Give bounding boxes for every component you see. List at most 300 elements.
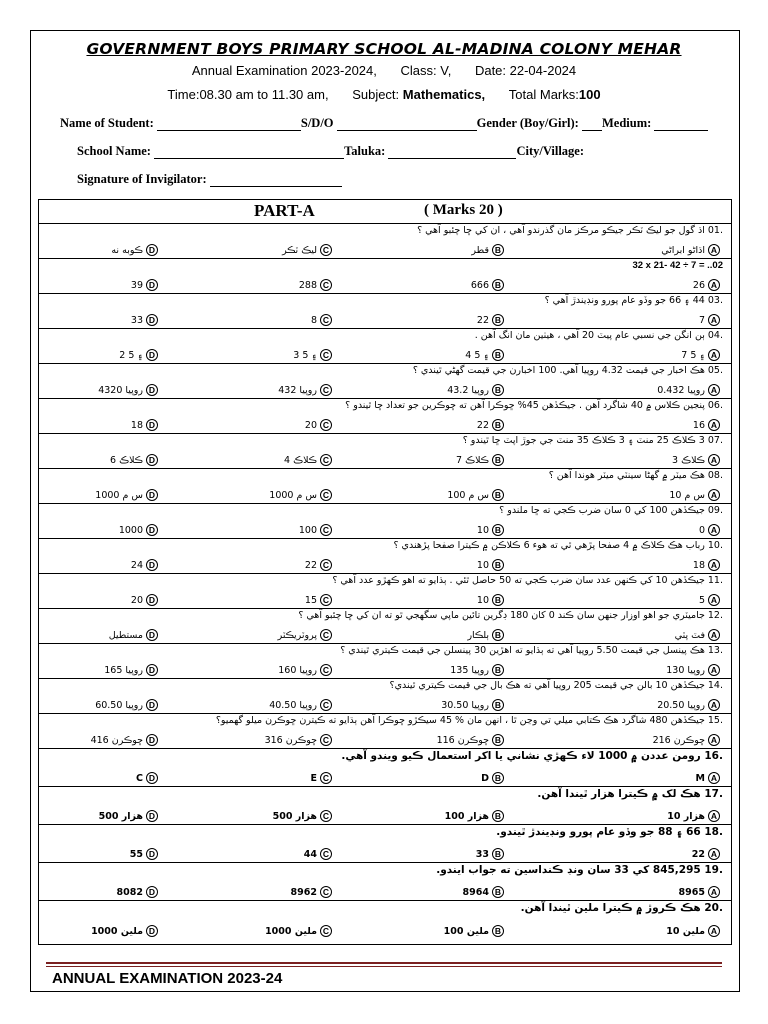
option-b[interactable] [445, 810, 507, 822]
option-b[interactable] [477, 594, 507, 606]
option-letter-circle: B [492, 559, 504, 571]
question-number: .14 [707, 680, 723, 691]
option-text: ٻلڪار [467, 629, 489, 641]
question-body: 845,295 کي 33 سان ونڊ ڪنداسين ته جواب ايندو. [436, 864, 701, 876]
question-row [39, 539, 731, 574]
option-letter-circle: D [146, 699, 158, 711]
gender-blank[interactable] [582, 118, 602, 131]
exam-date: Date: 22-04-2024 [474, 63, 577, 78]
question-text [496, 826, 723, 838]
question-text: 32 x 21- 42 ÷ 7 = ..02 [632, 260, 723, 271]
option-letter-circle: C [320, 279, 332, 291]
option-letter-circle: B [492, 244, 504, 256]
option-d[interactable] [110, 454, 161, 466]
option-b[interactable] [471, 279, 507, 291]
question-text [436, 864, 723, 876]
option-b[interactable] [437, 734, 507, 746]
option-d[interactable] [117, 886, 161, 898]
option-c[interactable] [269, 699, 335, 711]
option-text: 60.50 روپيا [95, 699, 143, 711]
option-d[interactable] [111, 244, 161, 256]
option-d[interactable] [119, 349, 161, 361]
option-a[interactable] [693, 559, 723, 571]
option-text: 44 [303, 848, 317, 860]
option-letter-circle: C [320, 848, 332, 860]
option-d[interactable] [109, 629, 161, 641]
question-number: .08 [707, 470, 723, 481]
option-letter-circle: D [146, 279, 158, 291]
option-letter-circle: A [708, 349, 720, 361]
option-text: 7 ڪلاڪ [455, 454, 489, 466]
option-text: 0.432 روپيا [657, 384, 705, 396]
option-c[interactable] [305, 594, 335, 606]
option-a[interactable] [679, 886, 723, 898]
option-text: 18 [130, 419, 143, 431]
option-letter-circle: C [320, 489, 332, 501]
option-text: 8964 [462, 886, 489, 898]
option-d[interactable] [95, 489, 161, 501]
option-letter-circle: C [320, 524, 332, 536]
option-text: 8 [310, 314, 317, 326]
option-letter-circle: A [708, 279, 720, 291]
option-letter-circle: A [708, 489, 720, 501]
option-text: D [481, 772, 489, 784]
option-text: 160 روپيا [278, 664, 317, 676]
question-body: پنجين ڪلاس ۾ 40 شاگرد آهن . جيڪڏهن 45% ڇوڪرا آهن ته ڇوڪرين جو تعداد ڇا ٿيندو ؟ [345, 400, 705, 411]
option-text: 3 ۽ 5 [293, 349, 317, 361]
question-body: هڪ اخبار جي قيمت 4.32 روپيا آهي. 100 اخبارن جي قيمت گهڻي ٿيندي ؟ [412, 365, 705, 376]
question-row [39, 294, 731, 329]
option-b[interactable] [477, 559, 507, 571]
option-c[interactable] [265, 734, 335, 746]
city-label: City/Village: [516, 144, 585, 158]
option-text: مستطيل [108, 629, 143, 641]
option-letter-circle: D [146, 886, 158, 898]
option-text: 39 [130, 279, 143, 291]
question-body: جيڪڏهن 480 شاگرد هڪ ڪتابي ميلي تي وڃن ٿا ، انهن مان % 45 سيڪڙو ڇوڪرا آهن ٻڌايو ته ڪيترن ڇوڪرن ميلو گهميو؟ [215, 715, 705, 726]
option-letter-circle: C [320, 314, 332, 326]
option-text: 1000 س م [269, 489, 317, 501]
option-c[interactable] [305, 419, 335, 431]
option-text: 15 [304, 594, 317, 606]
option-d[interactable] [119, 524, 161, 536]
exam-time: Time:08.30 am to 11.30 am, [167, 87, 329, 102]
option-d[interactable] [91, 925, 161, 937]
option-c[interactable] [299, 279, 335, 291]
option-letter-circle: C [320, 454, 332, 466]
option-letter-circle: A [708, 629, 720, 641]
question-number: .09 [707, 505, 723, 516]
option-b[interactable] [441, 699, 507, 711]
option-b[interactable] [476, 848, 507, 860]
option-c[interactable] [269, 489, 335, 501]
option-text: 1000 ملين [91, 925, 143, 937]
option-text: 4 ۽ 5 [465, 349, 489, 361]
option-letter-circle: B [492, 629, 504, 641]
option-a[interactable] [657, 384, 723, 396]
option-c[interactable] [291, 886, 335, 898]
option-letter-circle: C [320, 699, 332, 711]
option-letter-circle: D [146, 314, 158, 326]
option-letter-circle: D [146, 734, 158, 746]
option-d[interactable] [136, 772, 161, 784]
question-row [39, 749, 731, 787]
question-body: 32 x 21- 42 ÷ 7 = [632, 260, 705, 271]
question-text [332, 575, 723, 586]
option-c[interactable] [311, 772, 336, 784]
option-a[interactable] [669, 489, 723, 501]
option-text: 10 [476, 524, 489, 536]
option-c[interactable] [311, 314, 335, 326]
question-body: جاميٽري جو اهو اوزار جنهن سان ڪند 0 کان 180 ڊگرين تائين ماپي سگهجي ٿو ته ان کي ڇا چئبو آهي ؟ [298, 610, 705, 621]
option-letter-circle: C [320, 594, 332, 606]
question-text [298, 610, 723, 621]
question-body: جيڪڏهن 10 بالن جي قيمت 205 روپيا آهي ته هڪ بال جي قيمت ڪيتري ٿيندي؟ [389, 680, 705, 691]
question-number: .18 [704, 826, 723, 838]
option-d[interactable] [99, 810, 161, 822]
option-text: 10 س م [669, 489, 705, 501]
question-body: جيڪڏهن 10 کي ڪنهن عدد سان ضرب ڪجي ته 50 حاصل ٿئي . ٻڌايو ته اهو ڪهڙو عدد آهي ؟ [332, 575, 705, 586]
option-letter-circle: D [146, 559, 158, 571]
option-letter-circle: B [492, 279, 504, 291]
exam-line [0, 63, 768, 78]
option-text: 10 ملين [666, 925, 705, 937]
medium-label: Medium: [601, 116, 652, 130]
option-text: 416 ڇوڪرن [90, 734, 143, 746]
school-title: GOVERNMENT BOYS PRIMARY SCHOOL AL-MADINA COLONY MEHAR [86, 40, 682, 58]
option-text: 216 ڇوڪرن [652, 734, 705, 746]
option-c[interactable] [304, 848, 335, 860]
question-row [39, 863, 731, 901]
option-letter-circle: D [146, 349, 158, 361]
option-text: 100 [298, 524, 317, 536]
option-a[interactable] [661, 244, 723, 256]
option-a[interactable] [692, 848, 723, 860]
option-text: 20.50 روپيا [657, 699, 705, 711]
option-d[interactable] [91, 734, 161, 746]
question-row [39, 504, 731, 539]
school-info-row [77, 144, 584, 159]
option-c[interactable] [278, 664, 335, 676]
signature-row [77, 172, 342, 187]
option-letter-circle: A [708, 314, 720, 326]
option-d[interactable] [131, 559, 161, 571]
student-info-row [60, 116, 708, 131]
option-letter-circle: C [320, 886, 332, 898]
option-d[interactable] [131, 314, 161, 326]
option-d[interactable] [104, 664, 161, 676]
question-number: .19 [704, 864, 723, 876]
sdo-blank[interactable] [337, 118, 477, 131]
option-c[interactable] [265, 925, 335, 937]
option-text: 22 [476, 419, 489, 431]
option-b[interactable] [471, 244, 507, 256]
school-blank[interactable] [154, 146, 344, 159]
option-c[interactable] [273, 810, 335, 822]
question-text [345, 400, 723, 411]
option-text: فٽ پٽي [674, 629, 705, 641]
question-number: .15 [707, 715, 723, 726]
option-d[interactable] [98, 384, 161, 396]
option-letter-circle: D [146, 664, 158, 676]
question-text [475, 330, 723, 341]
option-letter-circle: B [492, 489, 504, 501]
question-number: .07 [707, 435, 723, 446]
signature-label: Signature of Invigilator: [77, 172, 207, 186]
option-text: 1000 [118, 524, 143, 536]
question-text [537, 788, 723, 800]
option-c[interactable] [299, 524, 335, 536]
option-a[interactable] [667, 810, 723, 822]
option-text: 10 [476, 594, 489, 606]
option-letter-circle: C [320, 664, 332, 676]
option-text: 6 ڪلاڪ [109, 454, 143, 466]
option-c[interactable] [293, 349, 335, 361]
option-text: 165 روپيا [104, 664, 143, 676]
option-letter-circle: D [146, 629, 158, 641]
question-body: 66 ۽ 88 جو وڏو عام پورو ونڊيندڙ ٿيندو. [496, 826, 701, 838]
option-text: 7 [698, 314, 705, 326]
question-body: رومن عددن ۾ 1000 لاء ڪهڙي نشاني يا اکر استعمال ڪيو ويندو آهي. [341, 750, 701, 762]
option-letter-circle: C [320, 629, 332, 641]
option-letter-circle: D [146, 594, 158, 606]
question-row [39, 574, 731, 609]
question-text [393, 540, 723, 551]
option-c[interactable] [282, 244, 335, 256]
option-letter-circle: B [492, 886, 504, 898]
gender-label: Gender (Boy/Girl): [476, 116, 579, 130]
option-letter-circle: B [492, 734, 504, 746]
school-label: School Name: [77, 144, 151, 158]
exam-class: Class: V, [400, 63, 452, 78]
option-b[interactable] [477, 314, 507, 326]
option-c[interactable] [278, 384, 335, 396]
option-a[interactable] [696, 772, 723, 784]
sdo-label: S/D/O [300, 116, 334, 130]
option-b[interactable] [477, 419, 507, 431]
option-letter-circle: C [320, 244, 332, 256]
option-a[interactable] [675, 629, 723, 641]
option-letter-circle: D [146, 772, 158, 784]
option-letter-circle: A [708, 810, 720, 822]
option-text: 100 س م [447, 489, 489, 501]
question-body: هڪ پينسل جي قيمت 5.50 روپيا آهي ته ٻڌايو ته اهڙين 30 پينسلن جي قيمت ڪيتري ٿيندي ؟ [340, 645, 705, 656]
option-text: 666 [470, 279, 489, 291]
option-letter-circle: B [492, 349, 504, 361]
option-b[interactable] [444, 925, 507, 937]
option-text: 30.50 روپيا [441, 699, 489, 711]
option-a[interactable] [699, 314, 723, 326]
footer-rule-thin [46, 966, 722, 967]
option-text: 4320 روپيا [98, 384, 143, 396]
option-b[interactable] [477, 524, 507, 536]
question-text [545, 295, 723, 306]
question-text [390, 680, 723, 691]
option-letter-circle: B [492, 454, 504, 466]
option-letter-circle: D [146, 454, 158, 466]
question-body: 44 ۽ 66 جو وڏو عام پورو ونڊيندڙ آهي ؟ [544, 295, 705, 306]
question-text [417, 225, 723, 236]
option-a[interactable] [672, 454, 723, 466]
option-b[interactable] [465, 349, 507, 361]
option-letter-circle: D [146, 925, 158, 937]
option-letter-circle: D [146, 524, 158, 536]
option-text: 20 [130, 594, 143, 606]
question-row [39, 609, 731, 644]
option-text: 16 [692, 419, 705, 431]
questions-box [38, 199, 732, 945]
option-text: 8082 [116, 886, 143, 898]
option-letter-circle: A [708, 664, 720, 676]
option-text: 4 ڪلاڪ [283, 454, 317, 466]
option-c[interactable] [284, 454, 335, 466]
option-b[interactable] [447, 384, 507, 396]
option-letter-circle: B [492, 384, 504, 396]
medium-blank[interactable] [654, 118, 708, 131]
option-d[interactable] [131, 419, 161, 431]
question-row [39, 329, 731, 364]
option-text: 432 روپيا [278, 384, 317, 396]
option-text: 0 [698, 524, 705, 536]
option-text: 7 ۽ 5 [681, 349, 705, 361]
option-text: 43.2 روپيا [447, 384, 489, 396]
option-letter-circle: C [320, 384, 332, 396]
question-body: جيڪڏهن 100 کي 0 سان ضرب ڪجي ته ڇا ملندو ؟ [499, 505, 705, 516]
option-a[interactable] [681, 349, 723, 361]
question-row [39, 679, 731, 714]
option-letter-circle: B [492, 810, 504, 822]
option-text: 1000 ملين [265, 925, 317, 937]
question-body: هڪ لک ۾ ڪيترا هزار ٿيندا آهن. [537, 788, 701, 800]
option-letter-circle: A [708, 848, 720, 860]
footer-title: ANNUAL EXAMINATION 2023-24 [52, 970, 283, 987]
option-letter-circle: D [146, 489, 158, 501]
question-number: .03 [707, 295, 723, 306]
question-text [340, 645, 723, 656]
option-b[interactable] [481, 772, 507, 784]
option-letter-circle: B [492, 524, 504, 536]
option-text: 500 هزار [98, 810, 143, 822]
option-letter-circle: A [708, 734, 720, 746]
option-text: ليڪ ٽڪر [282, 244, 317, 256]
option-c[interactable] [305, 559, 335, 571]
question-number: .06 [707, 400, 723, 411]
option-c[interactable] [278, 629, 335, 641]
option-letter-circle: A [708, 594, 720, 606]
question-row [39, 825, 731, 863]
option-letter-circle: A [708, 454, 720, 466]
option-letter-circle: A [708, 524, 720, 536]
question-row [39, 644, 731, 679]
option-a[interactable] [666, 664, 723, 676]
option-text: 24 [130, 559, 143, 571]
taluka-blank[interactable] [388, 146, 516, 159]
option-text: 10 [476, 559, 489, 571]
question-number: .20 [704, 902, 723, 914]
option-b[interactable] [450, 664, 507, 676]
option-letter-circle: B [492, 925, 504, 937]
option-text: C [136, 772, 143, 784]
option-text: 22 [304, 559, 317, 571]
question-row [39, 714, 731, 749]
option-a[interactable] [693, 419, 723, 431]
question-number: .11 [707, 575, 723, 586]
option-text: 130 روپيا [666, 664, 705, 676]
option-text: 100 ملين [443, 925, 489, 937]
option-text: 288 [298, 279, 317, 291]
option-d[interactable] [95, 699, 161, 711]
option-b[interactable] [447, 489, 507, 501]
option-text: پروٽريڪٽر [277, 629, 317, 641]
question-row [39, 901, 731, 939]
option-d[interactable] [131, 279, 161, 291]
question-number: .12 [707, 610, 723, 621]
question-row [39, 259, 731, 294]
option-a[interactable] [693, 279, 723, 291]
question-row [39, 399, 731, 434]
signature-blank[interactable] [210, 174, 342, 187]
option-text: 500 هزار [272, 810, 317, 822]
exam-name: Annual Examination 2023-2024, [191, 63, 377, 78]
option-a[interactable] [699, 524, 723, 536]
question-row [39, 224, 731, 259]
option-letter-circle: B [492, 314, 504, 326]
option-letter-circle: A [708, 419, 720, 431]
option-letter-circle: C [320, 810, 332, 822]
question-body: اڌ گول جو ليڪ ٽڪر جيڪو مرڪز مان گذرندو آهي ، ان کي ڇا چئبو آهي ؟ [417, 225, 705, 236]
option-b[interactable] [456, 454, 507, 466]
part-marks: ( Marks 20 ) [424, 202, 503, 218]
option-letter-circle: C [320, 734, 332, 746]
option-a[interactable] [699, 594, 723, 606]
option-letter-circle: A [708, 559, 720, 571]
question-body: هڪ ميٽر ۾ گهڻا سينٽي ميٽر هوندا آهن ؟ [548, 470, 705, 481]
exam-subject: Subject: Mathematics, [352, 87, 486, 102]
footer-rule [46, 962, 722, 964]
option-b[interactable] [463, 886, 507, 898]
option-text: 3 ڪلاڪ [671, 454, 705, 466]
option-a[interactable] [657, 699, 723, 711]
option-text: 20 [304, 419, 317, 431]
option-a[interactable] [666, 925, 723, 937]
option-a[interactable] [653, 734, 723, 746]
option-text: 33 [475, 848, 489, 860]
question-number: .16 [704, 750, 723, 762]
name-blank[interactable] [157, 118, 301, 131]
question-body: 3 ڪلاڪ 25 منٽ ۽ 3 ڪلاڪ 35 منٽ جي جوڙ اپٽ ڇا ٿيندو ؟ [462, 435, 705, 446]
option-letter-circle: A [708, 699, 720, 711]
option-letter-circle: A [708, 886, 720, 898]
question-number: .13 [707, 645, 723, 656]
option-letter-circle: C [320, 772, 332, 784]
option-d[interactable] [130, 848, 161, 860]
question-row [39, 469, 731, 504]
option-letter-circle: D [146, 384, 158, 396]
option-letter-circle: A [708, 925, 720, 937]
question-text [216, 715, 723, 726]
option-letter-circle: D [146, 419, 158, 431]
option-text: 33 [130, 314, 143, 326]
exam-marks: Total Marks:100 [508, 87, 601, 102]
question-number: .01 [707, 225, 723, 236]
option-b[interactable] [467, 629, 507, 641]
name-label: Name of Student: [60, 116, 154, 130]
part-title: PART-A [254, 201, 315, 220]
question-text [463, 435, 723, 446]
option-d[interactable] [131, 594, 161, 606]
part-header [39, 200, 731, 224]
question-number: .17 [704, 788, 723, 800]
